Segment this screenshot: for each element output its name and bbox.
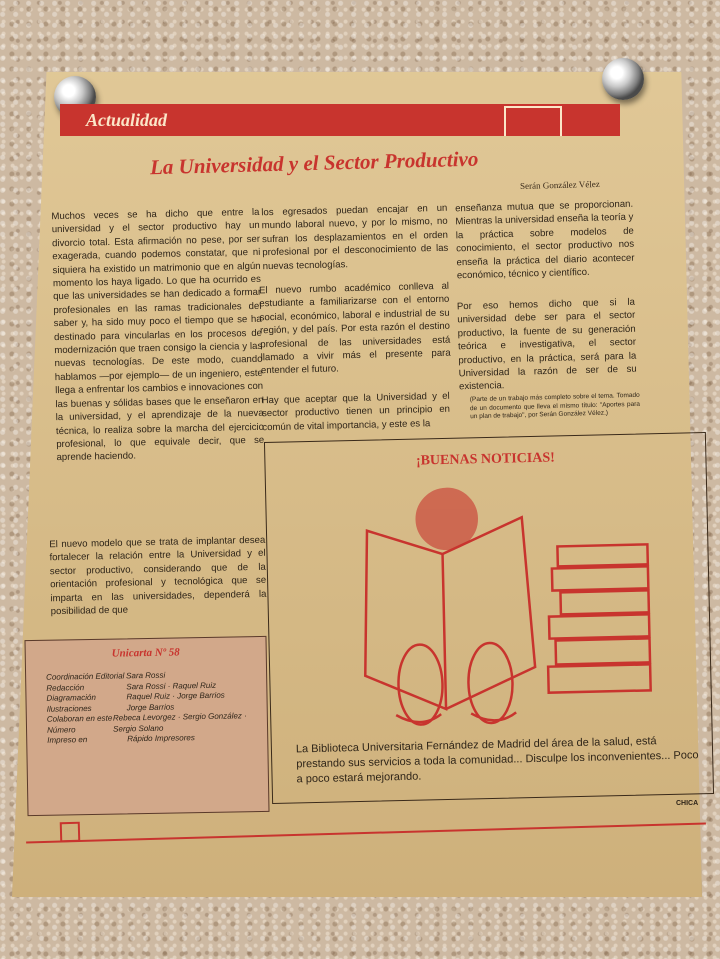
- credit-role: Ilustraciones: [46, 703, 92, 714]
- footer-label: CHICA: [676, 800, 699, 807]
- credit-row: [47, 711, 267, 736]
- section-label: Actualidad: [86, 110, 168, 130]
- credit-name: Rebeca Levorgez · Sergio González · Sergio Solano: [112, 711, 247, 734]
- article-column-2c: Hay que aceptar que la Universidad y el sector productivo tienen un principio en común de vital importancia, y este es la: [261, 390, 451, 434]
- credit-role: Redacción: [46, 682, 85, 693]
- credits-box: [24, 636, 269, 816]
- article-column-1: Muchos veces se ha dicho que entre la universidad y el sector productivo hay un divorcio total. Esta afirmación no pese, por ser exagerada, cuando podemos constatar, que ni siquiera ha existido un matrimonio que en algún momento los haya ligado. Lo que ha ocurrido es que las universidades se han dedicado a formar profesionales en las ramas tradicionales del saber y, ha sido muy poco el tiempo que se ha destinado para vincularlas en los procesos de modernización que traen consigo la ciencia y las nuevas tecnologías. De este modo, cuando hablamos —por ejemplo— de un ingeniero, este llega a enfrentar los cambios e innovaciones con las buenas y sólidas bases que le enseñaron en la universidad, y el aprendizaje de la nueva técnica, lo realiza sobre la marcha del ejercicio profesional, lo que equivale decir, que se aprende haciendo.: [51, 206, 265, 464]
- credit-role: Coordinación Editorial: [46, 671, 125, 682]
- credit-name: Rápido Impresores: [127, 733, 195, 744]
- article-column-1b: El nuevo modelo que se trata de implantar desea fortalecer la relación entre la Universidad y el sector productivo, considerando que de la orientación profesional y tecnológica que se imparta en las universidades, dependerá la posibilidad de que: [49, 534, 267, 618]
- page-number-box: [60, 822, 81, 843]
- header-logo-icon: [504, 106, 562, 136]
- article-column-2b: El nuevo rumbo académico conlleva al estudiante a familiarizarse con el entorno social, económico, laboral e industrial de su región, y del país. Por esta razón el destino profesional de las universidades está llamado a vivir más el presente para entender el futuro.: [258, 280, 451, 377]
- article-column-2: los egresados puedan encajar en un mundo laboral nuevo, y por lo mismo, no sufran los desplazamientos en el orden profesional por el desconocimiento de las nuevas tecnologías.: [261, 202, 449, 272]
- credit-role: Diagramación: [46, 692, 96, 703]
- credits-list: [46, 669, 267, 746]
- news-box-title: ¡BUENAS NOTICIAS!: [415, 450, 555, 469]
- news-box: [264, 432, 714, 804]
- credit-name: Sara Rossi: [126, 670, 166, 681]
- credit-role: Impreso en: [47, 735, 88, 745]
- article-title: La Universidad y el Sector Productivo: [149, 146, 479, 180]
- credits-title: Unicarta Nº 58: [111, 646, 180, 660]
- credit-name: Jorge Barrios: [126, 702, 175, 712]
- credit-name: Raquel Ruiz · Jorge Barrios: [126, 690, 225, 702]
- article-author: Serán González Vélez: [519, 178, 600, 192]
- credit-role: Colaboran en este Número: [46, 713, 113, 735]
- push-pin-right-icon: [602, 58, 644, 100]
- credit-name: Sara Rossi · Raquel Ruiz: [126, 680, 217, 691]
- news-box-caption: La Biblioteca Universitaria Fernández de Madrid del área de la salud, está prestando sus servicios a toda la comunidad... Disculpe los inconvenientes... Poco a poco estará mejorando.: [295, 735, 699, 786]
- article-footnote: (Parte de un trabajo más completo sobre el tema. Tomado de un documento que lleva el mismo título: "Aportes para un plan de trabajo", por Serán González Vélez.): [469, 391, 641, 421]
- reading-child-illustration-icon: [306, 474, 672, 732]
- article-column-3: enseñanza mutua que se proporcionan. Mientras la universidad enseña la teoría y la práctica sobre modelos de conocimiento, el sector productivo nos enseña la práctica del diario acontecer económico, técnico y científico.: [455, 198, 635, 282]
- article-column-3b: Por eso hemos dicho que si la universidad debe ser para el sector productivo, la fuente de su generación teórica e investigativa, el sector productivo, en la práctica, será para la Universidad la razón de ser de su existencia.: [456, 296, 637, 393]
